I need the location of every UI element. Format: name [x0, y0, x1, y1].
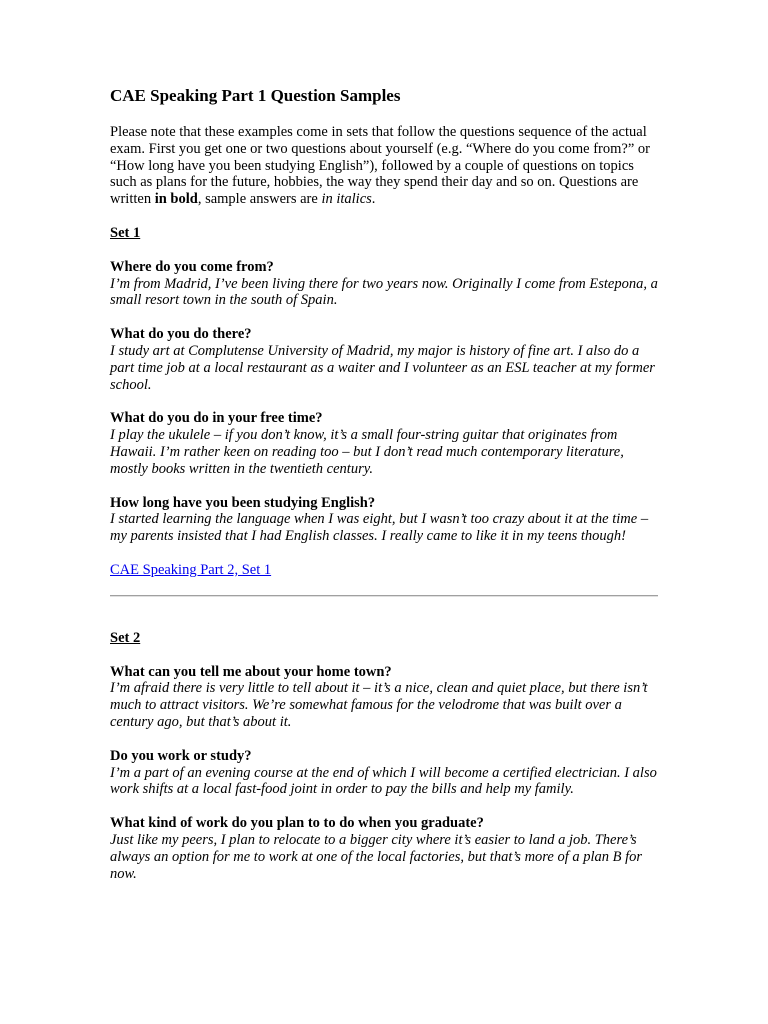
- set-1-heading: Set 1: [110, 224, 141, 241]
- intro-paragraph: [110, 124, 658, 208]
- intro-italic-text: in italics: [321, 191, 372, 208]
- answer: Just like my peers, I plan to relocate to a bigger city where it’s easier to land a job. There’s always an option for me to work at one of the local factories, but that’s more of a plan B for now.: [110, 831, 643, 882]
- answer: I’m afraid there is very little to tell about it – it’s a nice, clean and quiet place, but there isn’t much to attract visitors. We’re somewhat famous for the velodrome that was built over a century ago, but that’s about it.: [110, 680, 648, 730]
- section-divider: [110, 595, 658, 597]
- answer: I’m a part of an evening course at the end of which I will become a certified electrician. I also work shifts at a local fast-food joint in order to pay the bills and help my family.: [110, 764, 657, 798]
- speaking-part-2-set-1-link[interactable]: CAE Speaking Part 2, Set 1: [110, 561, 272, 578]
- answer: I started learning the language when I was eight, but I wasn’t too crazy about it at the time – my parents insisted that I had English classes. I really came to like it in my teens though!: [110, 511, 649, 545]
- question: Do you work or study?: [110, 747, 252, 764]
- document-content: [110, 86, 658, 882]
- qa-block: [110, 748, 658, 798]
- intro-bold-text: in bold: [154, 191, 198, 208]
- intro-text: Please note that these examples come in sets that follow the questions sequence of the actual exam. First you get one or two questions about yourself (e.g. “Where do you come from?” or “How long have you been studying English”), followed by a couple of questions on topics such as plans for the future, hobbies, the way they spend their day and so on. Questions are written: [110, 124, 650, 208]
- question: What kind of work do you plan to to do when you graduate?: [110, 815, 484, 832]
- qa-block: [110, 410, 658, 477]
- question: What can you tell me about your home town?: [110, 663, 392, 680]
- qa-block: [110, 664, 658, 731]
- question: What do you do in your free time?: [110, 410, 323, 427]
- answer: I’m from Madrid, I’ve been living there for two years now. Originally I come from Estepona, a small resort town in the south of Spain.: [110, 275, 658, 309]
- qa-block: [110, 495, 658, 545]
- link-line: [110, 562, 658, 579]
- question: What do you do there?: [110, 326, 252, 343]
- question: How long have you been studying English?: [110, 494, 376, 511]
- intro-text-continued: , sample answers are: [197, 191, 322, 208]
- qa-block: [110, 326, 658, 393]
- answer: I play the ukulele – if you don’t know, it’s a small four-string guitar that originates from Hawaii. I’m rather keen on reading too – but I don’t read much contemporary literature, mostly books written in the twentieth century.: [110, 427, 624, 477]
- page-title: CAE Speaking Part 1 Question Samples: [110, 86, 401, 105]
- qa-block: [110, 259, 658, 309]
- intro-text-end: .: [371, 191, 376, 208]
- answer: I study art at Complutense University of Madrid, my major is history of fine art. I also do a part time job at a local restaurant as a waiter and I volunteer as an ESL teacher at my former school.: [110, 342, 655, 393]
- set-2-heading: Set 2: [110, 629, 141, 646]
- question: Where do you come from?: [110, 258, 274, 275]
- qa-block: [110, 815, 658, 882]
